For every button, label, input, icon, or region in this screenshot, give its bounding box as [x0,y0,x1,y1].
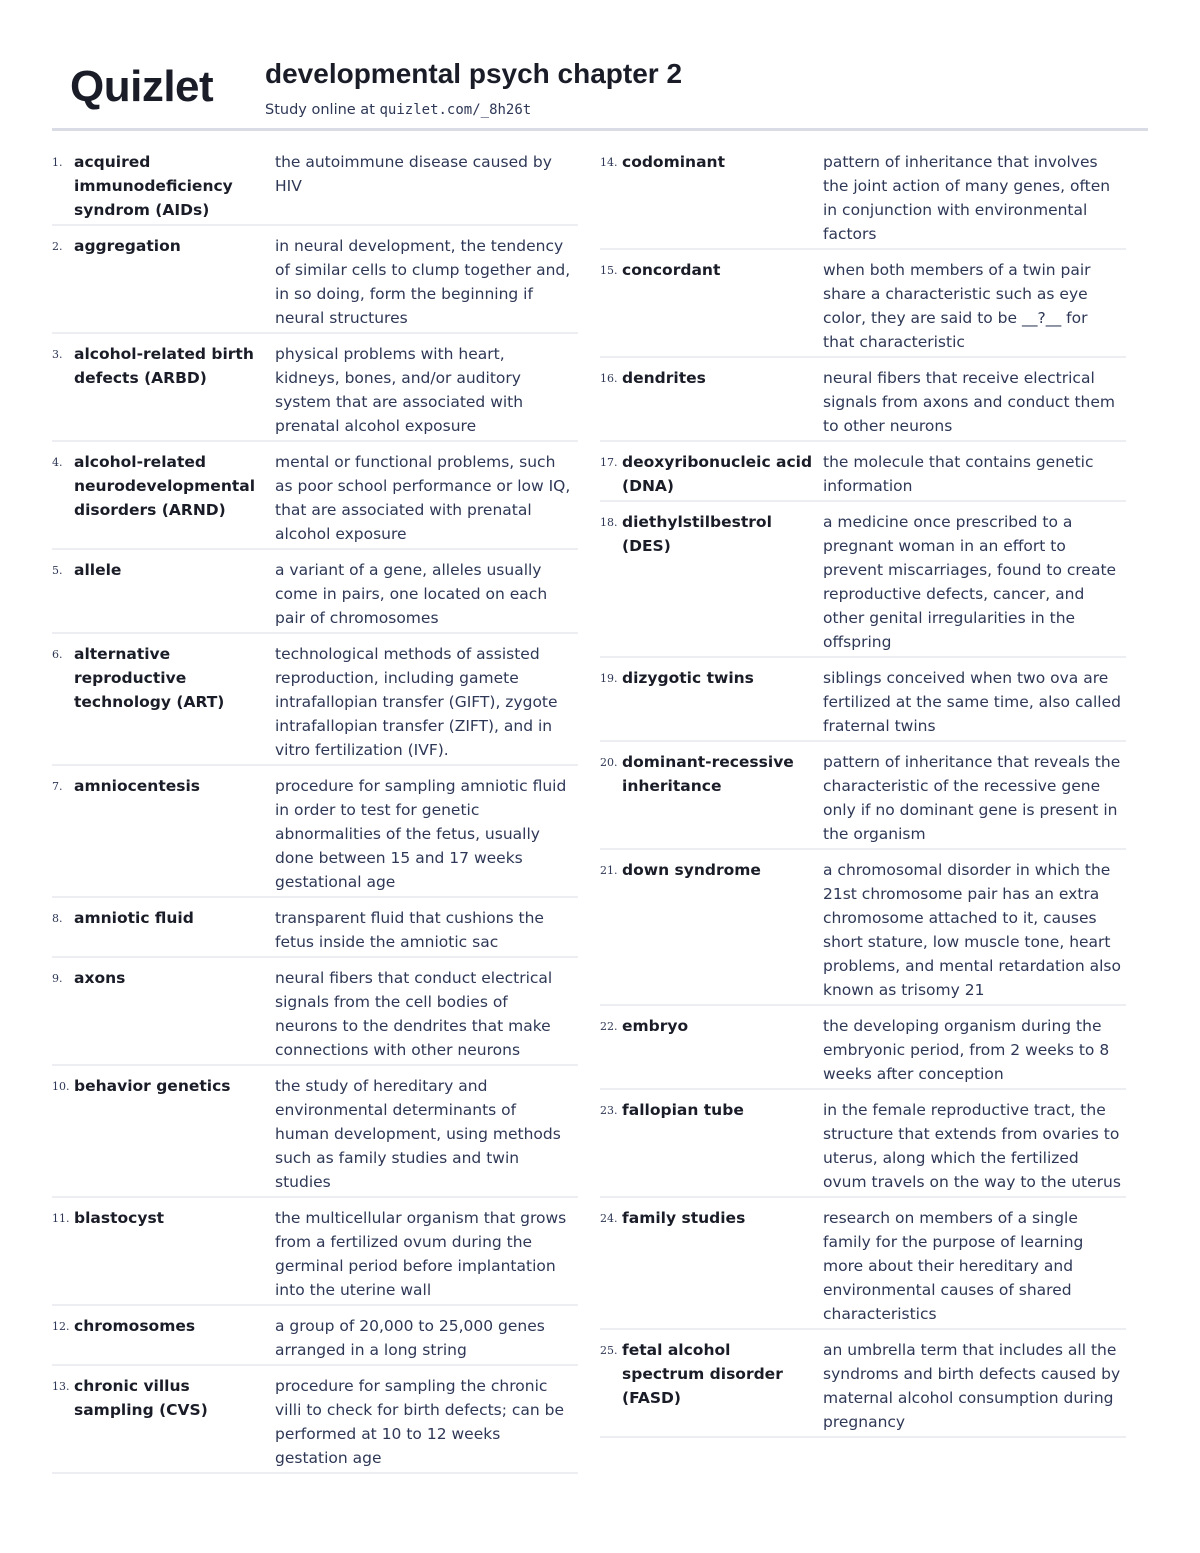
definition: technological methods of assisted reproduction, including gamete intrafallopian transfer (GIFT), zygote intrafallopian transfer (ZIFT), and in vitro fertilization (IVF). [275,645,558,759]
term-number: 12. [52,1320,70,1333]
term: amniocentesis [74,777,201,795]
definition: an umbrella term that includes all the syndroms and birth defects caused by maternal alcohol consumption during pregnancy [823,1341,1121,1431]
term-row [600,742,1126,850]
study-online-line [265,102,531,118]
term-number: 15. [600,264,618,277]
term-number: 10. [52,1080,70,1093]
term: chronic villus sampling (CVS) [74,1377,208,1419]
definition: physical problems with heart, kidneys, bones, and/or auditory system that are associated with prenatal alcohol exposure [275,345,524,435]
term: deoxyribonucleic acid (DNA) [622,453,813,495]
term: alternative reproductive technology (ART) [74,645,225,711]
term-number: 17. [600,456,618,469]
term-number: 13. [52,1380,70,1393]
term-row [52,550,578,634]
term: fetal alcohol spectrum disorder (FASD) [622,1341,783,1407]
term-row [52,1198,578,1306]
term-number: 9. [52,972,63,985]
subtitle-prefix: Study online at [265,102,380,118]
definition: the multicellular organism that grows from a fertilized ovum during the germinal period before implantation into the uterine wall [275,1209,567,1299]
term: acquired immunodeficiency syndrom (AIDs) [74,153,233,219]
definition: pattern of inheritance that involves the joint action of many genes, often in conjunction with environmental factors [823,153,1111,243]
definition: when both members of a twin pair share a characteristic such as eye color, they are said to be __?__ for that characteristic [823,261,1091,351]
term: codominant [622,153,725,171]
term: concordant [622,261,721,279]
term: amniotic fluid [74,909,194,927]
term-number: 2. [52,240,63,253]
term: dendrites [622,369,706,387]
term-number: 11. [52,1212,70,1225]
term-number: 22. [600,1020,618,1033]
term: chromosomes [74,1317,196,1335]
study-link[interactable]: quizlet.com/_8h26t [379,102,532,118]
definition: neural fibers that receive electrical signals from axons and conduct them to other neurons [823,369,1115,435]
term: alcohol-related neurodevelopmental disorders (ARND) [74,453,256,519]
definition: research on members of a single family for the purpose of learning more about their hereditary and environmental causes of shared characteristics [823,1209,1084,1323]
term-number: 1. [52,156,63,169]
definition: a medicine once prescribed to a pregnant woman in an effort to prevent miscarriages, found to create reproductive defects, cancer, and other genital irregularities in the offspring [823,513,1117,651]
definition: mental or functional problems, such as poor school performance or low IQ, that are associated with prenatal alcohol exposure [275,453,571,543]
definition: in neural development, the tendency of similar cells to clump together and, in so doing, form the beginning if neural structures [275,237,571,327]
term-row [600,1090,1126,1198]
term-row [52,1366,578,1474]
term-number: 16. [600,372,618,385]
definition: transparent fluid that cushions the fetus inside the amniotic sac [275,909,544,951]
definition: a group of 20,000 to 25,000 genes arranged in a long string [275,1317,545,1359]
term: behavior genetics [74,1077,231,1095]
definition: neural fibers that conduct electrical signals from the cell bodies of neurons to the dendrites that make connections with other neurons [275,969,553,1059]
term-number: 25. [600,1344,618,1357]
term-row [52,142,578,226]
term-row [52,442,578,550]
term-number: 23. [600,1104,618,1117]
term-number: 18. [600,516,618,529]
definition: in the female reproductive tract, the structure that extends from ovaries to uterus, along which the fertilized ovum travels on the way to the uterus [823,1101,1121,1191]
definition: procedure for sampling the chronic villi to check for birth defects; can be performed at 10 to 12 weeks gestation age [275,1377,565,1467]
term: alcohol-related birth defects (ARBD) [74,345,254,387]
term-row [600,250,1126,358]
definition: a chromosomal disorder in which the 21st chromosome pair has an extra chromosome attached to it, causes short stature, low muscle tone, heart problems, and mental retardation also known as trisomy 21 [823,861,1121,999]
definition: the study of hereditary and environmental determinants of human development, using methods such as family studies and twin studies [275,1077,561,1191]
term-row [52,634,578,766]
term-number: 14. [600,156,618,169]
term-row [600,850,1126,1006]
term-row [600,1006,1126,1090]
term: axons [74,969,126,987]
term: family studies [622,1209,746,1227]
term-row [600,502,1126,658]
term-row [52,958,578,1066]
term: allele [74,561,122,579]
definition: procedure for sampling amniotic fluid in order to test for genetic abnormalities of the fetus, usually done between 15 and 17 weeks gestational age [275,777,567,891]
term-number: 24. [600,1212,618,1225]
terms-column-right [600,142,1126,1438]
term-number: 4. [52,456,63,469]
quizlet-logo[interactable]: Quizlet [70,62,214,111]
definition: the autoimmune disease caused by HIV [275,153,552,195]
term-number: 20. [600,756,618,769]
term-row [600,442,1126,502]
term-number: 3. [52,348,63,361]
term-number: 6. [52,648,63,661]
definition: siblings conceived when two ova are fertilized at the same time, also called fraternal twins [823,669,1121,735]
terms-column-left [52,142,578,1474]
term: blastocyst [74,1209,165,1227]
term-row [52,334,578,442]
definition: a variant of a gene, alleles usually come in pairs, one located on each pair of chromosomes [275,561,548,627]
term-number: 8. [52,912,63,925]
term: dominant-recessive inheritance [622,753,794,795]
term-row [600,1198,1126,1330]
term: down syndrome [622,861,761,879]
term-row [52,1306,578,1366]
page-header [0,0,1200,140]
definition: the molecule that contains genetic information [823,453,1094,495]
term-row [600,358,1126,442]
term-row [600,658,1126,742]
definition: the developing organism during the embryonic period, from 2 weeks to 8 weeks after conception [823,1017,1110,1083]
term: fallopian tube [622,1101,744,1119]
term-row [52,1066,578,1198]
header-divider [52,128,1148,131]
term-row [600,142,1126,250]
term-row [52,226,578,334]
term-number: 7. [52,780,63,793]
term: diethylstilbestrol (DES) [622,513,772,555]
definition: pattern of inheritance that reveals the characteristic of the recessive gene only if no dominant gene is present in the organism [823,753,1121,843]
term-row [52,898,578,958]
term-number: 21. [600,864,618,877]
term-row [600,1330,1126,1438]
term: dizygotic twins [622,669,754,687]
term: embryo [622,1017,689,1035]
term-number: 19. [600,672,618,685]
term-number: 5. [52,564,63,577]
page-title: developmental psych chapter 2 [265,58,683,89]
term-row [52,766,578,898]
term: aggregation [74,237,181,255]
